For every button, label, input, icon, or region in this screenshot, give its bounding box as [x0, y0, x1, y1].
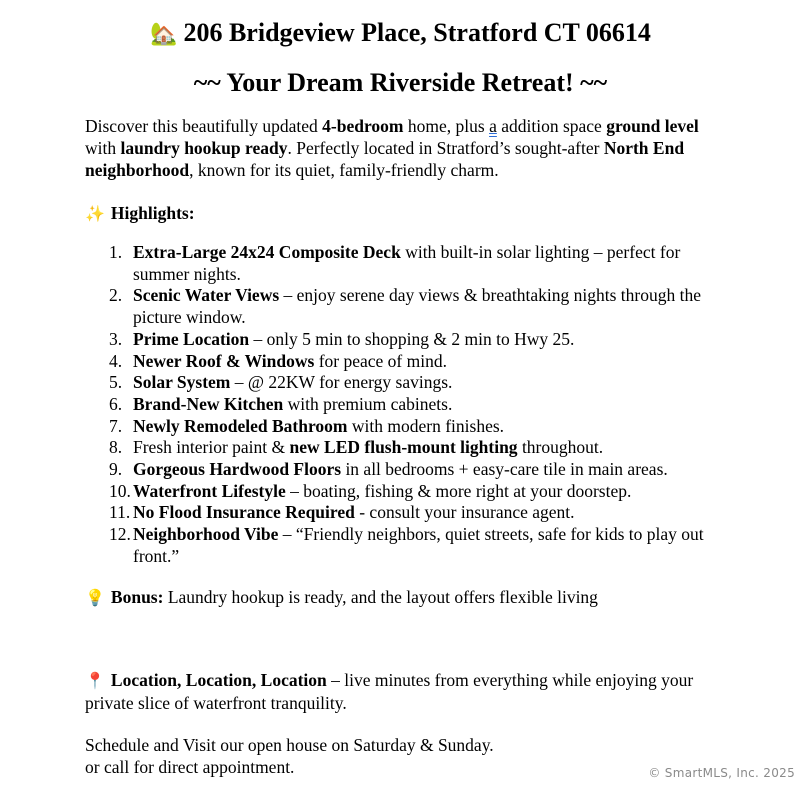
house-icon: 🏡 [150, 21, 178, 46]
bonus-text: Laundry hookup is ready, and the layout offers flexible living [163, 587, 598, 607]
highlight-bold: Waterfront Lifestyle [133, 480, 286, 501]
highlight-item [85, 329, 725, 351]
highlight-text: for peace of mind. [314, 350, 447, 371]
highlight-bold: Gorgeous Hardwood Floors [133, 459, 342, 480]
location-paragraph [85, 669, 725, 714]
page-title [0, 16, 801, 51]
highlight-text: - consult your insurance agent. [354, 502, 575, 523]
intro-text: with [85, 138, 121, 158]
highlight-bold: Newly Remodeled Bathroom [133, 415, 348, 436]
highlight-text: in all bedrooms + easy-care tile in main areas. [341, 459, 668, 480]
bonus-label: Bonus: [110, 587, 164, 607]
highlight-text: with premium cabinets. [283, 393, 453, 414]
highlight-item [85, 459, 725, 481]
highlight-number: 11. [109, 502, 131, 523]
intro-text: addition space [496, 116, 607, 136]
highlight-text: – only 5 min to shopping & 2 min to Hwy 25. [249, 328, 575, 349]
highlight-bold: Scenic Water Views [133, 285, 280, 306]
highlight-bold: Prime Location [133, 328, 250, 349]
schedule-line-2: or call for direct appointment. [85, 757, 295, 777]
intro-text: Discover this beautifully updated [85, 116, 323, 136]
schedule-paragraph [85, 734, 725, 778]
lightbulb-icon: 💡 [85, 588, 105, 607]
highlight-item [85, 481, 725, 503]
highlight-number: 5. [109, 372, 123, 393]
highlight-number: 12. [109, 524, 131, 545]
highlight-item [85, 285, 725, 328]
highlight-number: 10. [109, 480, 131, 501]
highlight-number: 4. [109, 350, 123, 371]
highlight-text: – @ 22KW for energy savings. [230, 372, 453, 393]
highlight-bold: Brand-New Kitchen [133, 393, 284, 414]
highlights-list [85, 242, 725, 568]
highlight-prefix: Fresh interior paint & [133, 437, 290, 458]
intro-text: home, plus [403, 116, 490, 136]
highlight-item [85, 502, 725, 524]
highlight-number: 6. [109, 393, 123, 414]
highlight-bold: new LED flush-mount lighting [289, 437, 518, 458]
highlight-bold: Neighborhood Vibe [133, 524, 279, 545]
copyright-notice: © SmartMLS, Inc. 2025 [648, 766, 795, 780]
highlights-heading [85, 202, 195, 225]
schedule-line-1: Schedule and Visit our open house on Saturday & Sunday. [85, 735, 494, 755]
intro-underlined: a [489, 116, 497, 136]
sparkles-icon: ✨ [85, 204, 105, 223]
highlight-item [85, 416, 725, 438]
highlight-number: 9. [109, 459, 123, 480]
intro-text: . Perfectly located in Stratford’s sought-after [287, 138, 604, 158]
intro-text: , known for its quiet, family-friendly charm. [189, 160, 499, 180]
highlight-bold: Newer Roof & Windows [133, 350, 315, 371]
highlight-number: 3. [109, 328, 123, 349]
highlight-bold: Extra-Large 24x24 Composite Deck [133, 242, 401, 262]
highlight-text: with built-in solar lighting – perfect for summer nights. [133, 242, 681, 284]
title-text: 206 Bridgeview Place, Stratford CT 06614 [183, 18, 651, 47]
highlight-item [85, 394, 725, 416]
highlight-item [85, 372, 725, 394]
highlight-bold: No Flood Insurance Required [133, 502, 355, 523]
highlight-item [85, 524, 725, 567]
page-subtitle: ~~ Your Dream Riverside Retreat! ~~ [193, 68, 608, 97]
highlight-text: with modern finishes. [347, 415, 505, 436]
highlight-item [85, 242, 725, 285]
highlight-item [85, 351, 725, 373]
highlight-item [85, 437, 725, 459]
highlight-bold: Solar System [133, 372, 231, 393]
pushpin-icon: 📍 [85, 671, 105, 690]
intro-bold: North End neighborhood [85, 138, 685, 180]
bonus-paragraph [85, 586, 598, 609]
highlight-number: 8. [109, 437, 123, 458]
highlight-text: throughout. [517, 437, 604, 458]
highlights-title: Highlights: [110, 203, 195, 223]
intro-bold: laundry hookup ready [120, 138, 288, 158]
highlight-number: 2. [109, 285, 123, 306]
intro-bold: 4-bedroom [322, 116, 404, 136]
location-text: – live minutes from everything while enjoying your private slice of waterfront tranquility. [85, 670, 694, 713]
intro-bold: ground level [606, 116, 699, 136]
highlight-text: – “Friendly neighbors, quiet streets, safe for kids to play out front.” [133, 524, 704, 566]
highlight-number: 7. [109, 415, 123, 436]
intro-paragraph [85, 115, 725, 181]
highlight-number: 1. [109, 242, 123, 262]
location-label: Location, Location, Location [110, 670, 327, 690]
highlight-text: – enjoy serene day views & breathtaking nights through the picture window. [133, 285, 702, 328]
highlight-text: – boating, fishing & more right at your doorstep. [285, 480, 632, 501]
